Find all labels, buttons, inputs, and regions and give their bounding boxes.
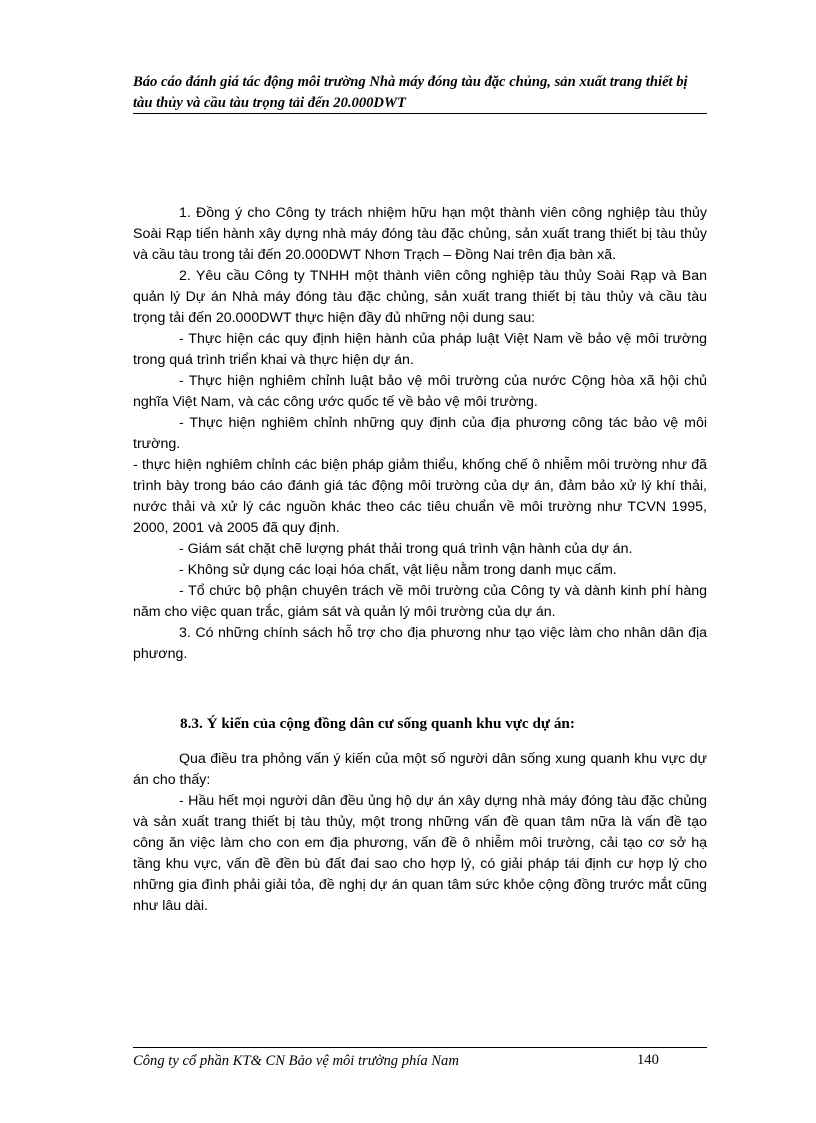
community-opinion-section	[133, 749, 707, 917]
paragraph-9: - Tổ chức bộ phận chuyên trách về môi trường của Công ty và dành kinh phí hàng năm cho việc quan trắc, giám sát và quản lý môi trường của dự án.	[133, 583, 707, 620]
paragraph-6: - thực hiện nghiêm chỉnh các biện pháp giảm thiểu, khống chế ô nhiễm môi trường như đã trình bày trong báo cáo đánh giá tác động môi trường của dự án, đảm bảo xử lý khí thải, nước thải và xử lý các nguồn khác theo các tiêu chuẩn về môi trường như TCVN 1995, 2000, 2001 và 2005 đã quy định.	[133, 457, 707, 536]
header-divider	[133, 113, 707, 114]
page-number: 140	[637, 1052, 659, 1068]
section-heading: 8.3. Ý kiến của cộng đồng dân cư sống quanh khu vực dự án:	[180, 715, 575, 732]
decision-section	[133, 203, 707, 665]
paragraph-7: - Giám sát chặt chẽ lượng phát thải trong quá trình vận hành của dự án.	[179, 541, 633, 557]
paragraph-4: - Thực hiện nghiêm chỉnh luật bảo vệ môi trường của nước Cộng hòa xã hội chủ nghĩa Việt Nam, và các công ước quốc tế về bảo vệ môi trường.	[133, 373, 707, 410]
paragraph-11: Qua điều tra phỏng vấn ý kiến của một số người dân sống xung quanh khu vực dự án cho thấy:	[133, 751, 707, 788]
paragraph-5: - Thực hiện nghiêm chỉnh những quy định của địa phương công tác bảo vệ môi trường.	[133, 415, 707, 452]
footer-company: Công ty cổ phần KT& CN Bảo vệ môi trường phía Nam	[133, 1053, 459, 1069]
paragraph-8: - Không sử dụng các loại hóa chất, vật liệu nằm trong danh mục cấm.	[179, 562, 617, 578]
document-title: Báo cáo đánh giá tác động môi trường Nhà máy đóng tàu đặc chủng, sản xuất trang thiết bị tàu thủy và cầu tàu trọng tải đến 20.000DWT	[133, 74, 688, 111]
paragraph-10: 3. Có những chính sách hỗ trợ cho địa phương như tạo việc làm cho nhân dân địa phương.	[133, 625, 707, 662]
paragraph-3: - Thực hiện các quy định hiện hành của pháp luật Việt Nam về bảo vệ môi trường trong quá trình triển khai và thực hiện dự án.	[133, 331, 707, 368]
footer-divider	[133, 1047, 707, 1048]
paragraph-12: - Hầu hết mọi người dân đều ủng hộ dự án xây dựng nhà máy đóng tàu đặc chủng và sản xuất trang thiết bị tàu thủy, một trong những vấn đề quan tâm nữa là vấn đề tạo công ăn việc làm cho con em địa phương, vấn đề ô nhiễm môi trường, cải tạo cơ sở hạ tầng khu vực, vấn đề đền bù đất đai sao cho hợp lý, có giải pháp tái định cư hợp lý cho những gia đình phải giải tỏa, đề nghị dự án quan tâm sức khỏe cộng đồng trước mắt cũng như lâu dài.	[133, 793, 707, 914]
paragraph-2: 2. Yêu cầu Công ty TNHH một thành viên công nghiệp tàu thủy Soài Rạp và Ban quản lý Dự án Nhà máy đóng tàu đặc chủng, sản xuất trang thiết bị tàu thủy và cầu tàu trọng tải đến 20.000DWT thực hiện đầy đủ những nội dung sau:	[133, 268, 707, 326]
paragraph-1: 1. Đồng ý cho Công ty trách nhiệm hữu hạn một thành viên công nghiệp tàu thủy Soài Rạp tiến hành xây dựng nhà máy đóng tàu đặc chủng, sản xuất trang thiết bị tàu thủy và cầu tàu trong tải đến 20.000DWT Nhơn Trạch – Đồng Nai trên địa bàn xã.	[133, 205, 707, 263]
